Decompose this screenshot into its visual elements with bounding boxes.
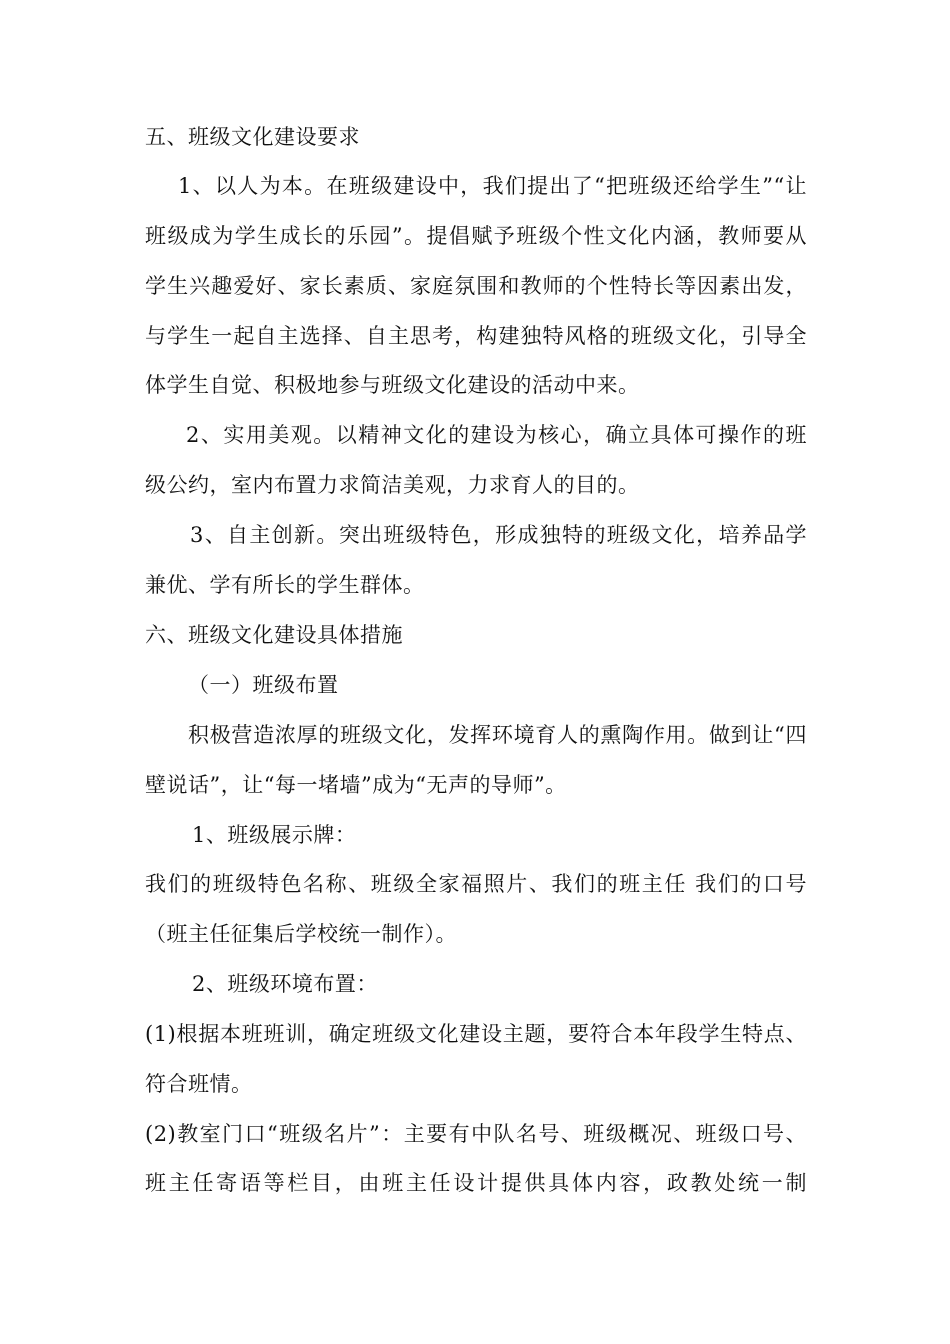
paragraph-line: 体学生自觉、积极地参与班级文化建设的活动中来。: [145, 373, 640, 397]
paragraph-line: 与学生一起自主选择、自主思考，构建独特风格的班级文化，引导全: [145, 324, 807, 348]
paragraph-line: 符合班情。: [145, 1072, 253, 1096]
item-heading: 2、班级环境布置：: [192, 972, 378, 996]
paragraph-line: 我们的班级特色名称、班级全家福照片、我们的班主任 我们的口号: [145, 872, 807, 896]
paragraph-line: 1、以人为本。在班级建设中，我们提出了“把班级还给学生”“让: [178, 174, 807, 198]
paragraph-line: （班主任征集后学校统一制作）。: [145, 922, 457, 946]
paragraph-line: 班主任寄语等栏目，由班主任设计提供具体内容，政教处统一制: [145, 1171, 807, 1195]
paragraph-line: 级公约，室内布置力求简洁美观，力求育人的目的。: [145, 473, 640, 497]
subsection-heading: （一）班级布置: [188, 673, 339, 697]
paragraph-line: 壁说话”，让“每一堵墙”成为“无声的导师”。: [145, 773, 567, 797]
paragraph-line: (2)教室门口“班级名片”：主要有中队名号、班级概况、班级口号、: [145, 1122, 807, 1146]
section-heading-6: 六、班级文化建设具体措施: [145, 623, 403, 647]
paragraph-line: 班级成为学生成长的乐园”。提倡赋予班级个性文化内涵，教师要从: [145, 224, 807, 248]
paragraph-line: 3、自主创新。突出班级特色，形成独特的班级文化，培养品学: [190, 523, 807, 547]
paragraph-line: 积极营造浓厚的班级文化，发挥环境育人的熏陶作用。做到让“四: [188, 723, 807, 747]
item-heading: 1、班级展示牌：: [192, 823, 357, 847]
paragraph-line: 兼优、学有所长的学生群体。: [145, 573, 425, 597]
paragraph-line: 学生兴趣爱好、家长素质、家庭氛围和教师的个性特长等因素出发，: [145, 274, 807, 298]
paragraph-line: 2、实用美观。以精神文化的建设为核心，确立具体可操作的班: [186, 423, 807, 447]
paragraph-line: (1)根据本班班训，确定班级文化建设主题，要符合本年段学生特点、: [145, 1022, 807, 1046]
section-heading-5: 五、班级文化建设要求: [145, 125, 360, 149]
